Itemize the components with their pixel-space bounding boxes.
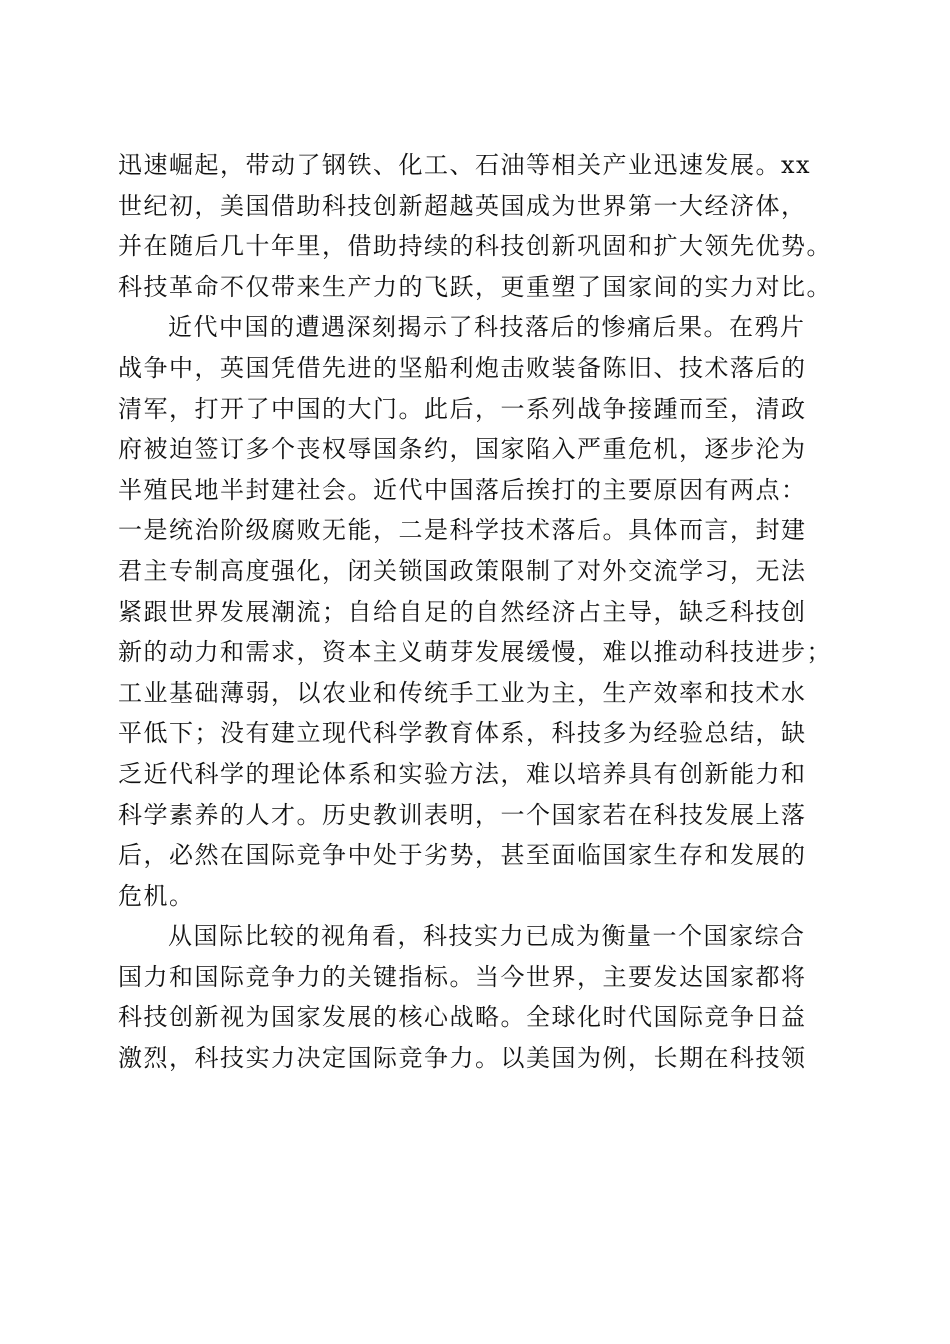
- paragraph-start-line: 从国际比较的视角看，科技实力已成为衡量一个国家综合: [168, 922, 806, 951]
- text-line: 清军，打开了中国的大门。此后，一系列战争接踵而至，清政: [118, 394, 807, 423]
- text-line: 危机。: [118, 881, 195, 910]
- text-line: 工业基础薄弱，以农业和传统手工业为主，生产效率和技术水: [118, 678, 807, 707]
- text-line: 科技革命不仅带来生产力的飞跃，更重塑了国家间的实力对比。: [118, 272, 832, 301]
- text-line: 府被迫签订多个丧权辱国条约，国家陷入严重危机，逐步沦为: [118, 435, 807, 464]
- text-line: 一是统治阶级腐败无能，二是科学技术落后。具体而言，封建: [118, 516, 807, 545]
- text-line: 世纪初，美国借助科技创新超越英国成为世界第一大经济体，: [118, 191, 807, 220]
- text-line: 科学素养的人才。历史教训表明，一个国家若在科技发展上落: [118, 800, 807, 829]
- text-line: 半殖民地半封建社会。近代中国落后挨打的主要原因有两点：: [118, 475, 807, 504]
- text-line: 迅速崛起，带动了钢铁、化工、石油等相关产业迅速发展。xx: [118, 151, 812, 179]
- text-line: 战争中，英国凭借先进的坚船利炮击败装备陈旧、技术落后的: [118, 353, 807, 382]
- body-text: [118, 145, 838, 1079]
- text-line: 乏近代科学的理论体系和实验方法，难以培养具有创新能力和: [118, 759, 807, 788]
- text-line: 后，必然在国际竞争中处于劣势，甚至面临国家生存和发展的: [118, 841, 807, 870]
- text-line: 新的动力和需求，资本主义萌芽发展缓慢，难以推动科技进步；: [118, 638, 832, 667]
- paragraph-start-line: 近代中国的遭遇深刻揭示了科技落后的惨痛后果。在鸦片: [168, 313, 806, 342]
- text-line: 科技创新视为国家发展的核心战略。全球化时代国际竞争日益: [118, 1003, 807, 1032]
- text-line: 君主专制高度强化，闭关锁国政策限制了对外交流学习，无法: [118, 556, 807, 585]
- text-line: 紧跟世界发展潮流；自给自足的自然经济占主导，缺乏科技创: [118, 597, 807, 626]
- text-line: 国力和国际竞争力的关键指标。当今世界，主要发达国家都将: [118, 962, 807, 991]
- text-line: 激烈，科技实力决定国际竞争力。以美国为例，长期在科技领: [118, 1044, 807, 1073]
- text-line: 平低下；没有建立现代科学教育体系，科技多为经验总结，缺: [118, 719, 807, 748]
- text-line: 并在随后几十年里，借助持续的科技创新巩固和扩大领先优势。: [118, 232, 832, 261]
